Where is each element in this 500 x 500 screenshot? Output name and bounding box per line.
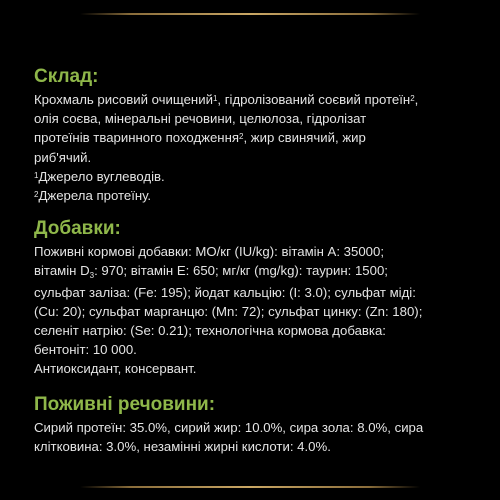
label-content bbox=[34, 66, 474, 456]
additives-line-7: Антиоксидант, консервант. bbox=[34, 361, 197, 377]
additives-text: вітамін D bbox=[34, 263, 90, 279]
additives-line-5: селеніт натрію: (Se: 0.21); технологічна кормова добавка: bbox=[34, 323, 386, 339]
additives-text: : 970; вітамін Е: 650; мг/кг (mg/kg): таурин: 1500; bbox=[94, 263, 388, 279]
additives-section bbox=[34, 218, 474, 378]
footnote-marker: 1 bbox=[34, 170, 39, 180]
top-gold-rule bbox=[80, 13, 420, 15]
composition-text: , жир свинячий, жир bbox=[243, 130, 366, 146]
nutrients-line-1: Сирий протеїн: 35.0%, сирий жир: 10.0%, сира зола: 8.0%, сира bbox=[34, 419, 424, 435]
spacer bbox=[34, 379, 474, 394]
composition-line-4: риб'ячий. bbox=[34, 149, 92, 165]
spacer bbox=[34, 205, 474, 218]
footnote-marker: 2 bbox=[410, 94, 415, 103]
nutrients-heading: Поживні речовини: bbox=[34, 393, 216, 415]
bottom-gold-rule bbox=[80, 486, 420, 488]
footnote-marker: 1 bbox=[212, 94, 218, 103]
composition-text: , bbox=[414, 92, 419, 107]
additives-heading: Добавки: bbox=[34, 218, 121, 240]
composition-text: Крохмаль рисовий очищений bbox=[34, 92, 213, 107]
additives-line-3: сульфат заліза: (Fe: 195); йодат кальцію: (I: 3.0); сульфат міді: bbox=[34, 284, 416, 300]
composition-line-1 bbox=[34, 90, 474, 109]
additives-line-4: (Cu: 20); сульфат марганцю: (Mn: 72); сульфат цинку: (Zn: 180); bbox=[34, 303, 423, 319]
composition-text: протеїнів тваринного походження bbox=[34, 130, 240, 146]
footnote-1 bbox=[34, 167, 474, 186]
footnote-marker: 2 bbox=[34, 190, 39, 200]
footnote-text: Джерело вуглеводів. bbox=[38, 168, 165, 184]
footnote-marker: 2 bbox=[239, 132, 244, 142]
footnote-text: Джерела протеїну. bbox=[38, 188, 152, 204]
composition-text: , гідролізований соєвий протеїн bbox=[217, 92, 411, 107]
composition-line-3 bbox=[34, 128, 474, 147]
nutrients-section bbox=[34, 394, 474, 456]
additives-line-6: бентоніт: 10 000. bbox=[34, 342, 137, 358]
composition-line-2: олія соєва, мінеральні речовини, целюлоза, гідролізат bbox=[34, 111, 367, 127]
nutrients-line-2: клітковина: 3.0%, незамінні жирні кислоти: 4.0%. bbox=[34, 438, 331, 454]
composition-heading: Склад: bbox=[34, 66, 99, 87]
additives-line-2 bbox=[34, 261, 474, 282]
subscript: 3 bbox=[89, 271, 95, 281]
composition-section bbox=[34, 66, 474, 205]
additives-line-1: Поживні кормові добавки: МО/кг (IU/kg): вітамін А: 35000; bbox=[34, 244, 385, 260]
footnote-2 bbox=[34, 186, 474, 205]
